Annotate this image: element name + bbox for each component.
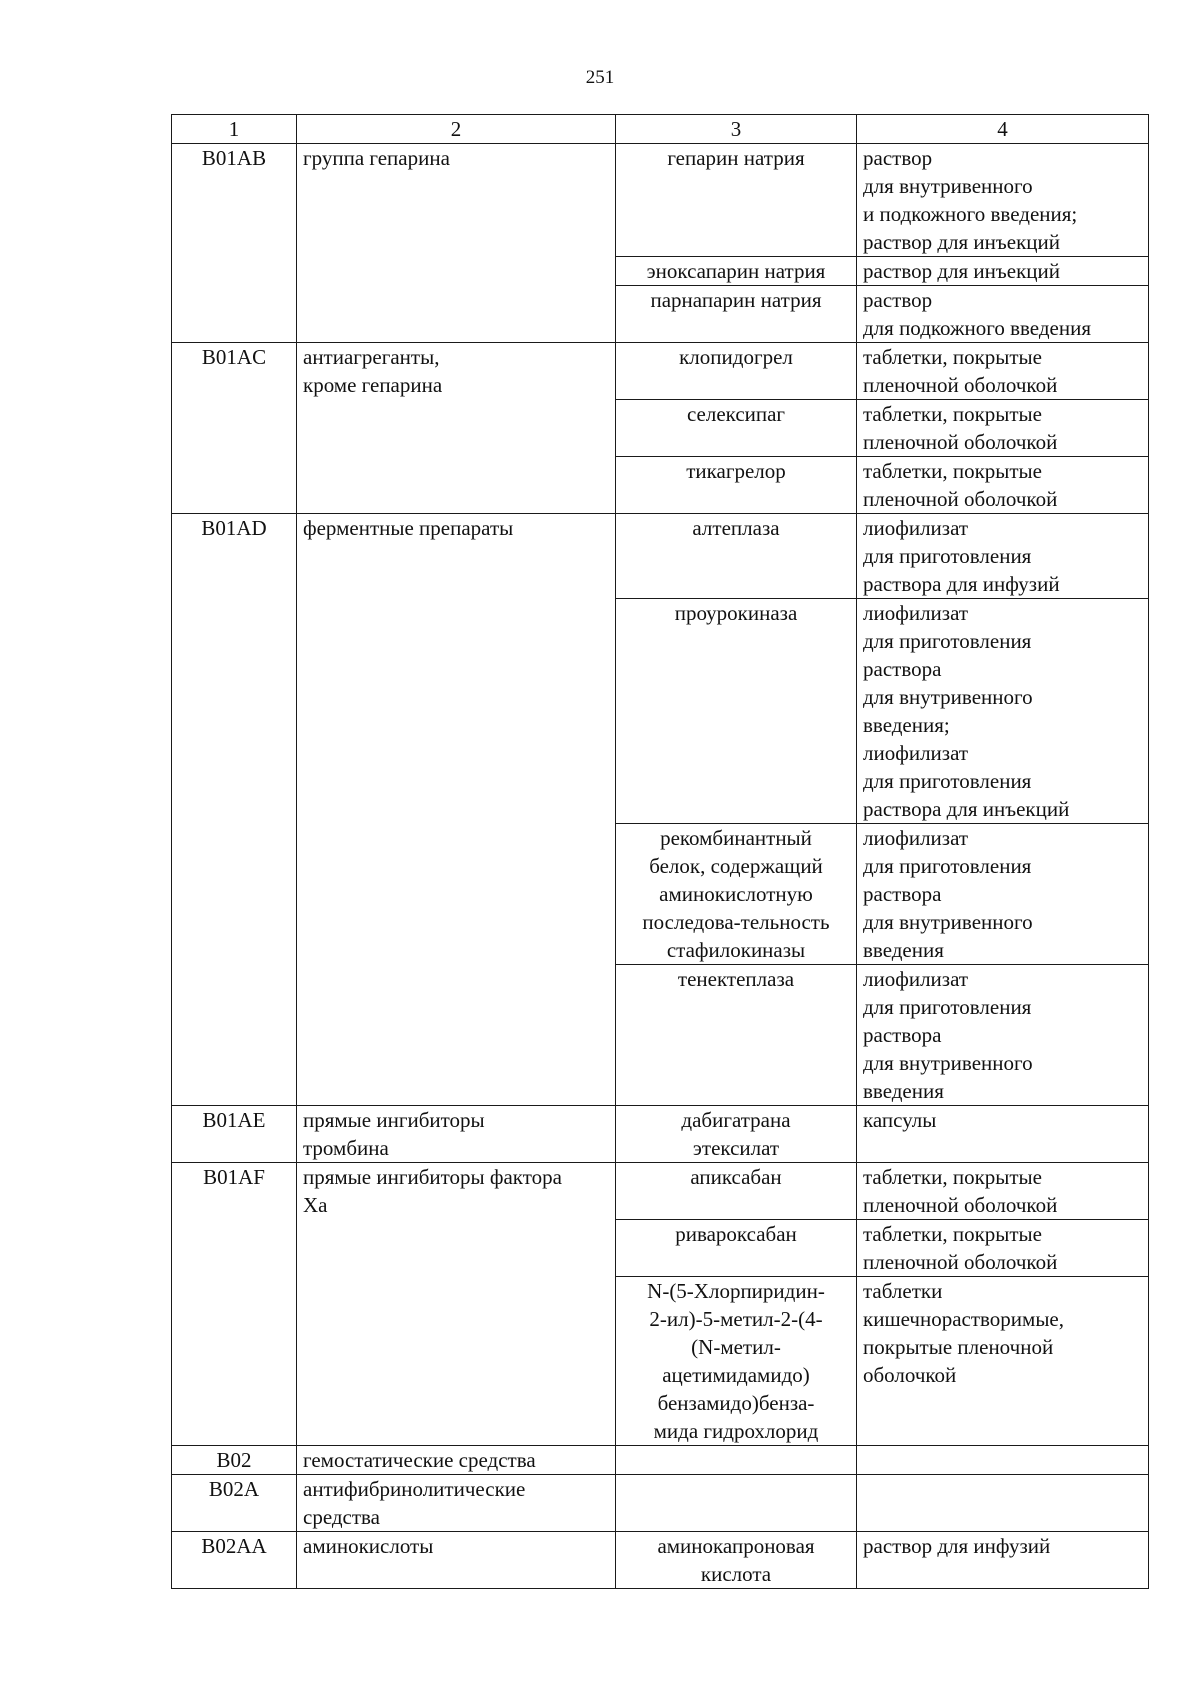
dosage-form-cell: таблетки, покрытые пленочной оболочкой: [857, 1163, 1149, 1220]
drug-name-cell: гепарин натрия: [616, 144, 857, 257]
drug-name-cell: рекомбинантный белок, содержащий аминокислотную последова-тельность стафилокиназы: [616, 824, 857, 965]
group-name-cell: прямые ингибиторы фактора Xa: [297, 1163, 616, 1446]
dosage-form-cell: [857, 1475, 1149, 1532]
group-name-cell: ферментные препараты: [297, 514, 616, 1106]
table-header-row: [172, 115, 1149, 144]
drug-name-cell: N-(5-Хлорпиридин- 2-ил)-5-метил-2-(4- (N-метил- ацетимидамидо) бензамидо)бенза- мида гидрохлорид: [616, 1277, 857, 1446]
drug-name-cell: клопидогрел: [616, 343, 857, 400]
atc-code-cell: B02A: [172, 1475, 297, 1532]
group-name-cell: прямые ингибиторы тромбина: [297, 1106, 616, 1163]
drug-name-cell: проурокиназа: [616, 599, 857, 824]
atc-code-cell: B01AC: [172, 343, 297, 514]
atc-code-cell: B02AA: [172, 1532, 297, 1589]
drug-name-cell: парнапарин натрия: [616, 286, 857, 343]
table-row: [172, 1475, 1149, 1532]
dosage-form-cell: лиофилизат для приготовления раствора для внутривенного введения: [857, 824, 1149, 965]
atc-code-cell: B01AF: [172, 1163, 297, 1446]
drug-name-cell: алтеплаза: [616, 514, 857, 599]
table-row: [172, 144, 1149, 257]
page-number: 251: [585, 67, 615, 88]
atc-code-cell: B01AE: [172, 1106, 297, 1163]
drug-name-cell: эноксапарин натрия: [616, 257, 857, 286]
group-name-cell: группа гепарина: [297, 144, 616, 343]
column-header-2: 2: [297, 115, 616, 144]
dosage-form-cell: таблетки, покрытые пленочной оболочкой: [857, 1220, 1149, 1277]
drug-name-cell: [616, 1475, 857, 1532]
atc-code-cell: B01AD: [172, 514, 297, 1106]
dosage-form-cell: раствор для внутривенного и подкожного введения; раствор для инъекций: [857, 144, 1149, 257]
drug-name-cell: селексипаг: [616, 400, 857, 457]
column-header-3: 3: [616, 115, 857, 144]
group-name-cell: антиагреганты, кроме гепарина: [297, 343, 616, 514]
group-name-cell: гемостатические средства: [297, 1446, 616, 1475]
dosage-form-cell: лиофилизат для приготовления раствора для инфузий: [857, 514, 1149, 599]
atc-code-cell: B01AB: [172, 144, 297, 343]
drug-name-cell: апиксабан: [616, 1163, 857, 1220]
table-row: [172, 343, 1149, 400]
drug-name-cell: дабигатрана этексилат: [616, 1106, 857, 1163]
drug-name-cell: тикагрелор: [616, 457, 857, 514]
drug-name-cell: тенектеплаза: [616, 965, 857, 1106]
atc-code-cell: B02: [172, 1446, 297, 1475]
dosage-form-cell: раствор для подкожного введения: [857, 286, 1149, 343]
group-name-cell: антифибринолитические средства: [297, 1475, 616, 1532]
table-row: [172, 1532, 1149, 1589]
table-row: [172, 1446, 1149, 1475]
dosage-form-cell: таблетки кишечнорастворимые, покрытые пленочной оболочкой: [857, 1277, 1149, 1446]
dosage-form-cell: капсулы: [857, 1106, 1149, 1163]
table-row: [172, 1106, 1149, 1163]
drug-table: [171, 114, 1149, 1589]
table-row: [172, 514, 1149, 599]
column-header-1: 1: [172, 115, 297, 144]
group-name-cell: аминокислоты: [297, 1532, 616, 1589]
dosage-form-cell: таблетки, покрытые пленочной оболочкой: [857, 343, 1149, 400]
dosage-form-cell: таблетки, покрытые пленочной оболочкой: [857, 457, 1149, 514]
dosage-form-cell: лиофилизат для приготовления раствора для внутривенного введения; лиофилизат для приготовления раствора для инъекций: [857, 599, 1149, 824]
dosage-form-cell: раствор для инъекций: [857, 257, 1149, 286]
drug-name-cell: аминокапроновая кислота: [616, 1532, 857, 1589]
dosage-form-cell: раствор для инфузий: [857, 1532, 1149, 1589]
column-header-4: 4: [857, 115, 1149, 144]
dosage-form-cell: лиофилизат для приготовления раствора для внутривенного введения: [857, 965, 1149, 1106]
drug-name-cell: ривароксабан: [616, 1220, 857, 1277]
drug-name-cell: [616, 1446, 857, 1475]
table-row: [172, 1163, 1149, 1220]
dosage-form-cell: [857, 1446, 1149, 1475]
dosage-form-cell: таблетки, покрытые пленочной оболочкой: [857, 400, 1149, 457]
